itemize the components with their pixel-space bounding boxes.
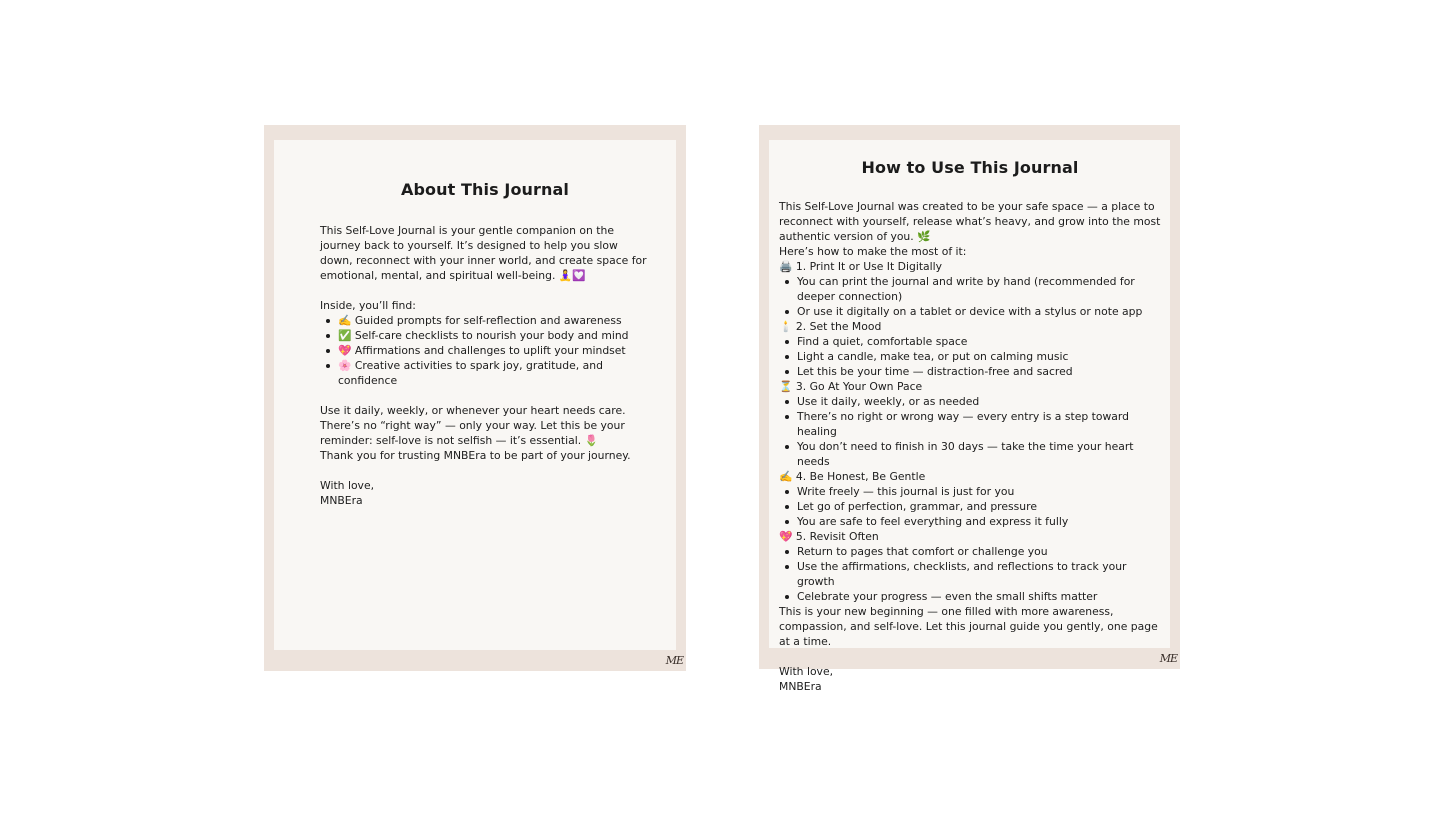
list-item: Let this be your time — distraction-free and sacred [779,364,1161,379]
list-item: 💖 Affirmations and challenges to uplift your mindset [320,343,650,358]
section-heading: 🕯️ 2. Set the Mood [779,320,882,333]
section-heading: 💖 5. Revisit Often [779,530,879,543]
section-heading: ⏳ 3. Go At Your Own Pace [779,380,923,393]
thanks-line: Thank you for trusting MNBEra to be part of your journey. [320,449,631,462]
page-sheet [274,140,676,650]
page-sheet [769,140,1170,693]
list-item: Light a candle, make tea, or put on calming music [779,349,1161,364]
section-list [779,484,1161,529]
list-item: ✅ Self-care checklists to nourish your body and mind [320,328,650,343]
closing-paragraph: This is your new beginning — one filled with more awareness, compassion, and self-love. Let this journal guide you gently, one page at a time. [779,605,1158,648]
page-title: About This Journal [400,180,570,199]
outro-paragraph: Use it daily, weekly, or whenever your heart needs care. There’s no “right way” — only your way. Let this be your reminder: self-love is not selfish — it’s essential. 🌷 [320,404,626,447]
lead-line: Here’s how to make the most of it: [779,245,967,258]
list-item: There’s no right or wrong way — every entry is a step toward healing [779,409,1161,439]
list-item: ✍️ Guided prompts for self-reflection and awareness [320,313,650,328]
journal-page-about [264,125,686,671]
page-title: How to Use This Journal [861,158,1079,177]
list-item: You don’t need to finish in 30 days — take the time your heart needs [779,439,1161,469]
find-list [320,313,650,388]
section-list [779,544,1161,604]
list-item: Return to pages that comfort or challenge you [779,544,1161,559]
list-item: Or use it digitally on a tablet or device with a stylus or note app [779,304,1161,319]
list-item: Use the affirmations, checklists, and reflections to track your growth [779,559,1161,589]
section-list [779,394,1161,469]
signature: MNBEra [320,494,363,507]
list-item: Write freely — this journal is just for you [779,484,1161,499]
signoff: With love, [320,479,375,492]
list-item: Let go of perfection, grammar, and pressure [779,499,1161,514]
list-item: Use it daily, weekly, or as needed [779,394,1161,409]
list-item: You can print the journal and write by hand (recommended for deeper connection) [779,274,1161,304]
signature: MNBEra [779,680,822,693]
list-item: Celebrate your progress — even the small shifts matter [779,589,1161,604]
list-item: 🌸 Creative activities to spark joy, gratitude, and confidence [320,358,650,388]
section-list [779,274,1161,319]
page-content [320,180,650,508]
intro-paragraph: This Self-Love Journal was created to be your safe space — a place to reconnect with yourself, release what’s heavy, and grow into the most authentic version of you. 🌿 [779,200,1161,243]
intro-paragraph: This Self-Love Journal is your gentle companion on the journey back to yourself. It’s designed to help you slow down, reconnect with your inner world, and create space for emotional, mental, and spiritual well-being. 🧘‍♀️💟 [320,224,647,282]
section-heading: ✍️ 4. Be Honest, Be Gentle [779,470,926,483]
find-heading: Inside, you’ll find: [320,299,416,312]
list-item: Find a quiet, comfortable space [779,334,1161,349]
journal-page-how-to [759,125,1180,693]
section-list [779,334,1161,379]
section-heading: 🖨️ 1. Print It or Use It Digitally [779,260,943,273]
signoff: With love, [779,665,834,678]
brand-logo: ME [1159,652,1177,665]
list-item: You are safe to feel everything and express it fully [779,514,1161,529]
page-content [779,158,1161,694]
brand-logo: ME [665,654,683,667]
